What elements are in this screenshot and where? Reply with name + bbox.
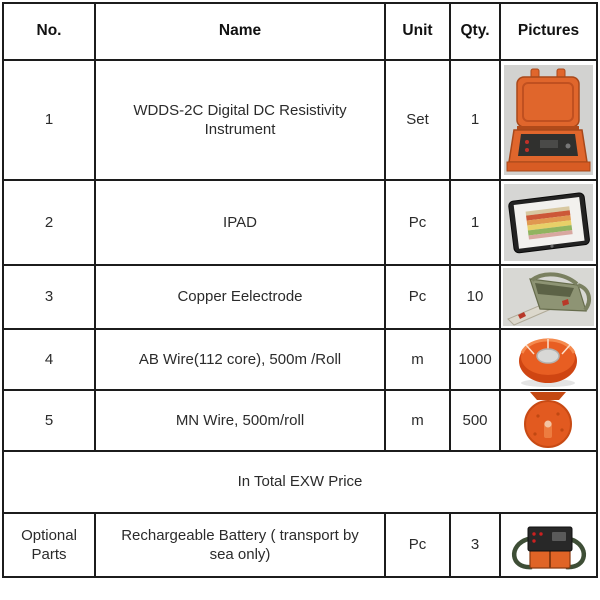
- battery-connector: [552, 532, 566, 541]
- coil-speckle: [533, 432, 536, 435]
- tablet-image: [502, 182, 595, 263]
- panel-knob: [525, 148, 529, 152]
- row2-name: IPAD: [95, 180, 385, 265]
- row1-qty: 1: [450, 60, 500, 180]
- row3-no: 3: [3, 265, 95, 329]
- optional-no: Optional Parts: [3, 513, 95, 577]
- table-row: [3, 329, 597, 390]
- table-row: [3, 265, 597, 329]
- electrode-bag-image: [502, 267, 595, 327]
- row5-qty: 500: [450, 390, 500, 451]
- row1-name: WDDS-2C Digital DC Resistivity Instrument: [95, 60, 385, 180]
- battery-pack-image: [502, 515, 595, 575]
- row5-picture-cell: [500, 390, 597, 451]
- row5-name: MN Wire, 500m/roll: [95, 390, 385, 451]
- total-row: [3, 451, 597, 513]
- case-lid: [517, 77, 579, 127]
- row5-unit: m: [385, 390, 450, 451]
- row2-no: 2: [3, 180, 95, 265]
- coil-hole: [545, 421, 552, 428]
- battery-indicator: [532, 539, 535, 542]
- coil-speckle: [536, 414, 539, 417]
- row1-no: 1: [3, 60, 95, 180]
- case-bottom-lip: [507, 162, 590, 171]
- row2-unit: Pc: [385, 180, 450, 265]
- row3-picture-cell: [500, 265, 597, 329]
- col-header-pictures: Pictures: [500, 3, 597, 60]
- row4-qty: 1000: [450, 329, 500, 390]
- panel-knob: [525, 140, 529, 144]
- tablet-group: [508, 192, 590, 253]
- row4-unit: m: [385, 329, 450, 390]
- row4-picture-cell: [500, 329, 597, 390]
- table-row: [3, 60, 597, 180]
- panel-screen: [540, 140, 558, 148]
- total-exw-price-label: In Total EXW Price: [3, 451, 597, 513]
- row3-unit: Pc: [385, 265, 450, 329]
- optional-unit: Pc: [385, 513, 450, 577]
- table-row: [3, 180, 597, 265]
- row3-qty: 10: [450, 265, 500, 329]
- coil-speckle: [560, 428, 563, 431]
- optional-qty: 3: [450, 513, 500, 577]
- col-header-no: No.: [3, 3, 95, 60]
- row1-picture-cell: [500, 60, 597, 180]
- product-table: [2, 2, 598, 578]
- section-image: [526, 206, 573, 239]
- row2-qty: 1: [450, 180, 500, 265]
- row2-picture-cell: [500, 180, 597, 265]
- row3-name: Copper Eelectrode: [95, 265, 385, 329]
- col-header-name: Name: [95, 3, 385, 60]
- header-row: [3, 3, 597, 60]
- row1-unit: Set: [385, 60, 450, 180]
- open-instrument-case-image: [502, 62, 595, 178]
- wire-coil-round-image: [502, 392, 595, 449]
- battery-indicator: [539, 532, 542, 535]
- coil-hole: [537, 349, 559, 363]
- col-header-unit: Unit: [385, 3, 450, 60]
- coil-speckle: [556, 412, 559, 415]
- wire-coil-angled-image: [502, 331, 595, 388]
- battery-indicator: [532, 532, 535, 535]
- row5-no: 5: [3, 390, 95, 451]
- row4-name: AB Wire(112 core), 500m /Roll: [95, 329, 385, 390]
- optional-row: [3, 513, 597, 577]
- table-row: [3, 390, 597, 451]
- coil-above-overlap: [530, 392, 566, 400]
- optional-picture-cell: [500, 513, 597, 577]
- row4-no: 4: [3, 329, 95, 390]
- optional-name: Rechargeable Battery ( transport by sea only): [95, 513, 385, 577]
- col-header-qty: Qty.: [450, 3, 500, 60]
- panel-knob: [566, 144, 571, 149]
